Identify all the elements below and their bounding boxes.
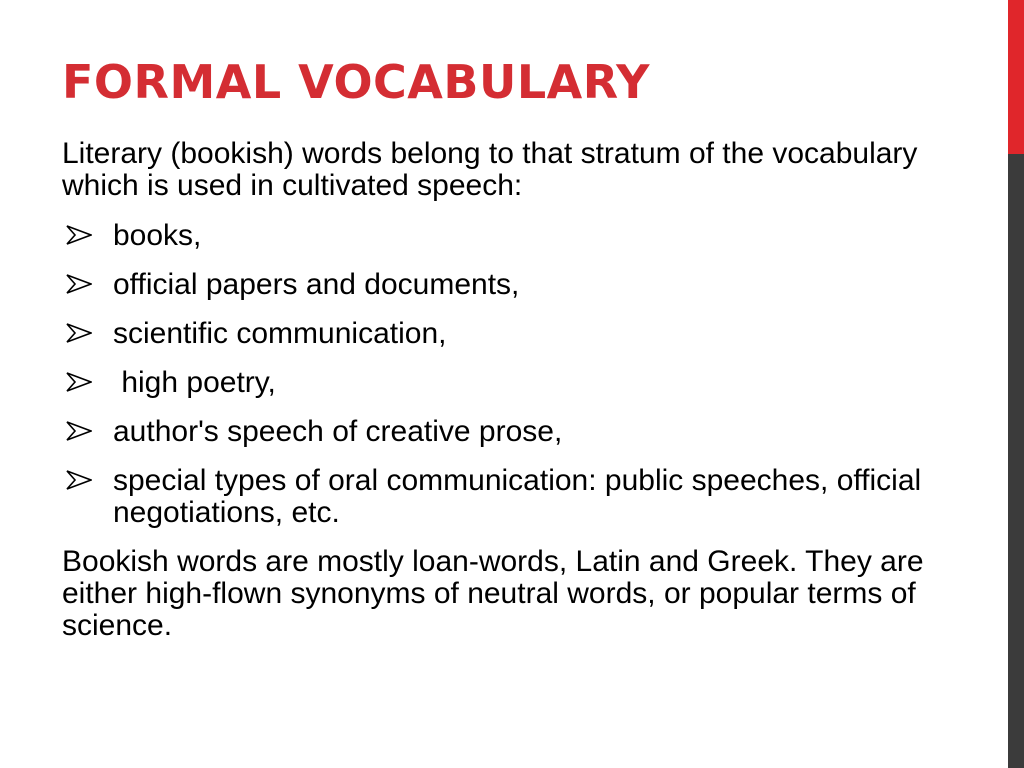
side-accent-bar-dark — [1008, 154, 1024, 768]
bullet-text: official papers and documents, — [113, 268, 520, 301]
closing-paragraph: Bookish words are mostly loan-words, Latin and Greek. They are either high-flown synonyms of neutral words, or popular terms of science. — [62, 545, 924, 642]
bullet-text: special types of oral communication: public speeches, official negotiations, etc. — [113, 464, 922, 529]
arrow-bullet-icon — [66, 421, 92, 441]
bullet-item — [62, 416, 962, 448]
arrow-bullet-icon — [66, 225, 92, 245]
arrow-bullet-icon — [66, 470, 92, 490]
arrow-bullet-icon — [66, 323, 92, 343]
side-accent-bar-red — [1008, 0, 1024, 154]
slide-title: FORMAL VOCABULARY — [62, 55, 650, 109]
bullet-item — [62, 465, 962, 529]
bullet-text: scientific communication, — [113, 317, 447, 350]
bullet-text: author's speech of creative prose, — [113, 415, 563, 448]
side-accent-bar — [1008, 0, 1024, 768]
bullet-text: high poetry, — [113, 366, 276, 399]
bullet-list — [62, 220, 962, 529]
bullet-text: books, — [113, 219, 202, 252]
bullet-item — [62, 220, 962, 252]
arrow-bullet-icon — [66, 274, 92, 294]
bullet-item — [62, 367, 962, 399]
bullet-item — [62, 318, 962, 350]
intro-paragraph: Literary (bookish) words belong to that stratum of the vocabulary which is used in cultivated speech: — [62, 137, 918, 202]
arrow-bullet-icon — [66, 372, 92, 392]
bullet-item — [62, 269, 962, 301]
slide-body — [62, 138, 962, 642]
